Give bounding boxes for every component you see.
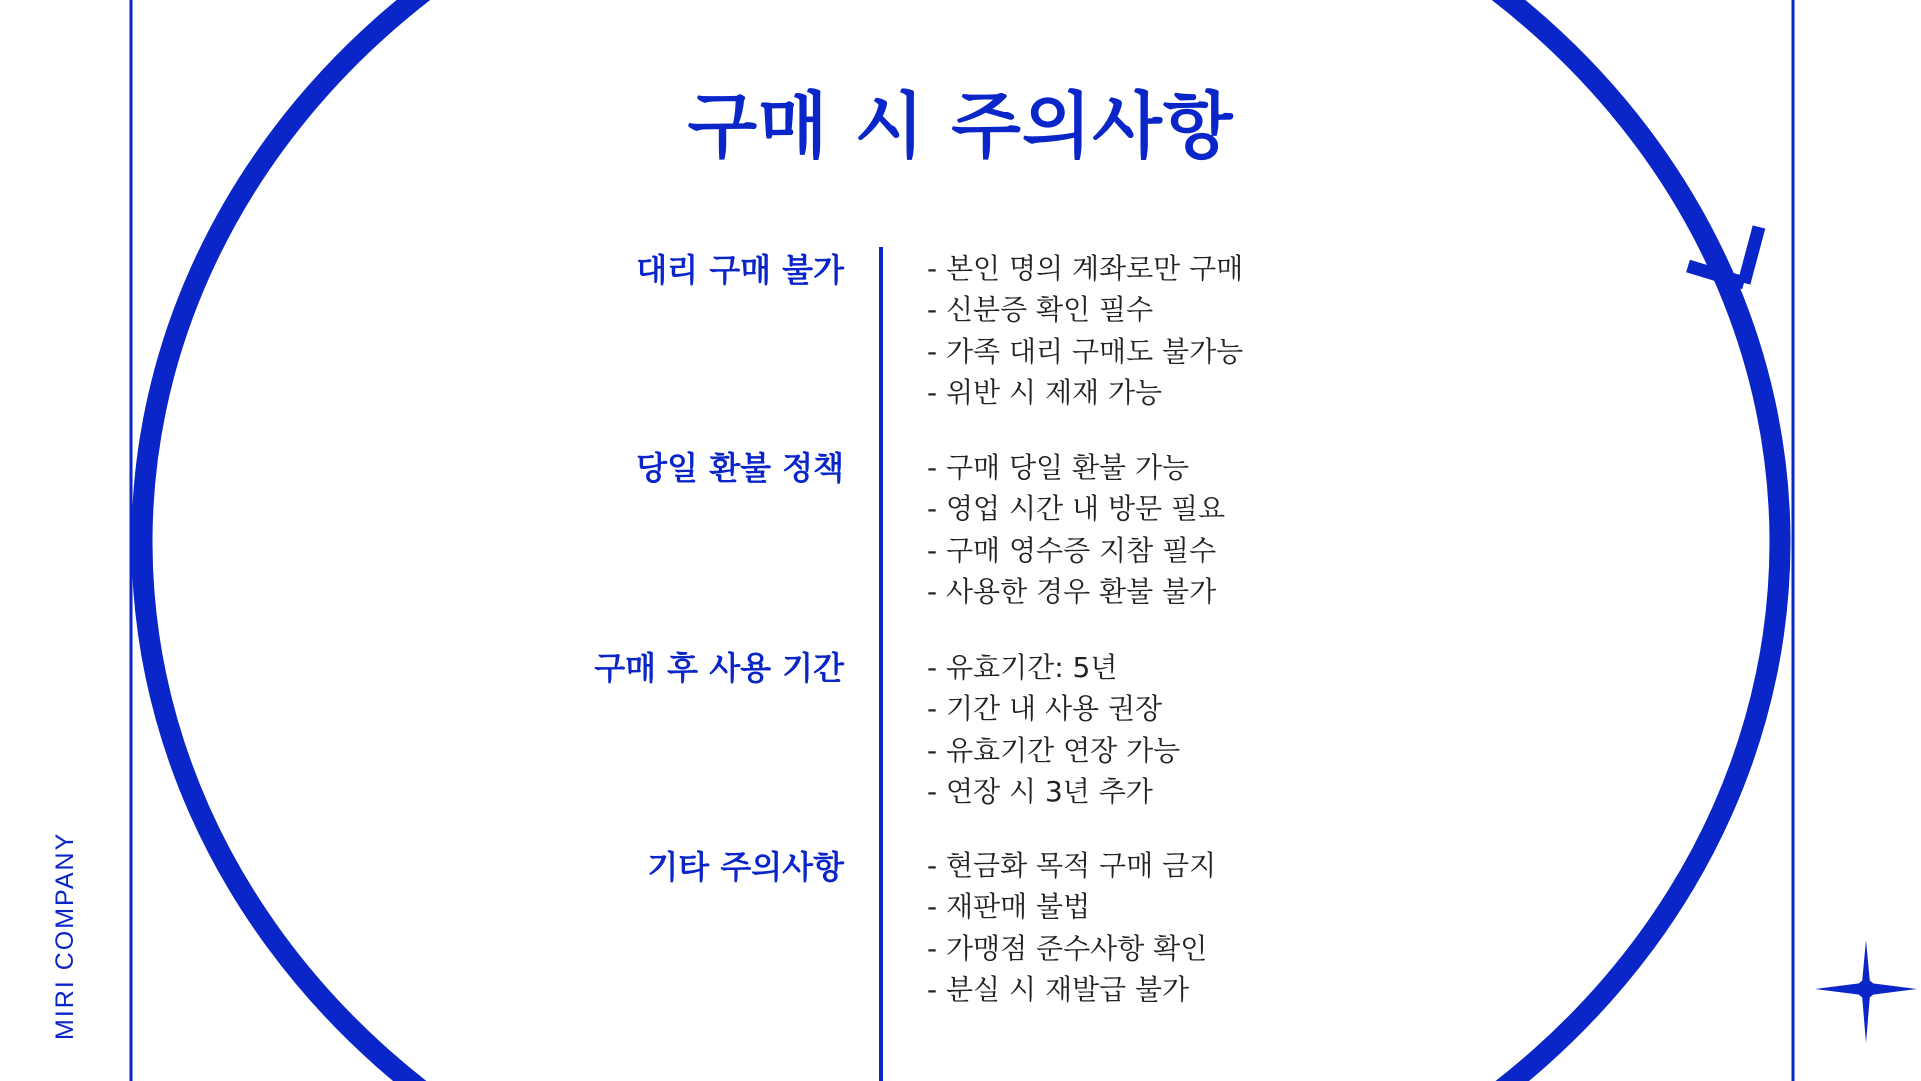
list-item: - 가족 대리 구매도 불가능 xyxy=(927,334,1244,368)
list-item: - 기간 내 사용 권장 xyxy=(927,692,1163,726)
list-item: - 현금화 목적 구매 금지 xyxy=(927,849,1217,882)
list-item: - 신분증 확인 필수 xyxy=(927,293,1154,327)
list-item: - 영업 시간 내 방문 필요 xyxy=(927,492,1226,526)
section-label-same-day-refund: 당일 환불 정책 xyxy=(636,449,844,487)
page-title: 구매 시 주의사항 xyxy=(687,84,1234,168)
section-label-proxy-purchase: 대리 구매 불가 xyxy=(636,251,844,289)
section-list-other-notes xyxy=(927,845,1216,1010)
list-item: - 유효기간: 5년 xyxy=(927,651,1118,684)
section-list-usage-period xyxy=(927,647,1180,812)
list-item: - 유효기간 연장 가능 xyxy=(927,733,1181,767)
list-item: - 사용한 경우 환불 불가 xyxy=(927,574,1217,608)
section-list-proxy-purchase xyxy=(927,248,1243,413)
list-item: - 가맹점 준수사항 확인 xyxy=(927,931,1208,965)
section-label-other-notes: 기타 주의사항 xyxy=(647,848,844,886)
star-center-dot xyxy=(1857,980,1875,998)
list-item: - 구매 영수증 지참 필수 xyxy=(927,533,1217,567)
section-label-usage-period: 구매 후 사용 기간 xyxy=(594,649,844,687)
section-list-same-day-refund xyxy=(927,447,1225,612)
list-item: - 위반 시 제재 가능 xyxy=(927,375,1163,409)
list-item: - 연장 시 3년 추가 xyxy=(927,774,1153,808)
list-item: - 재판매 불법 xyxy=(927,890,1091,924)
list-item: - 본인 명의 계좌로만 구매 xyxy=(927,252,1244,285)
brand-label: MIRI COMPANY xyxy=(51,831,79,1040)
list-item: - 구매 당일 환불 가능 xyxy=(927,451,1190,484)
list-item: - 분실 시 재발급 불가 xyxy=(927,972,1190,1006)
